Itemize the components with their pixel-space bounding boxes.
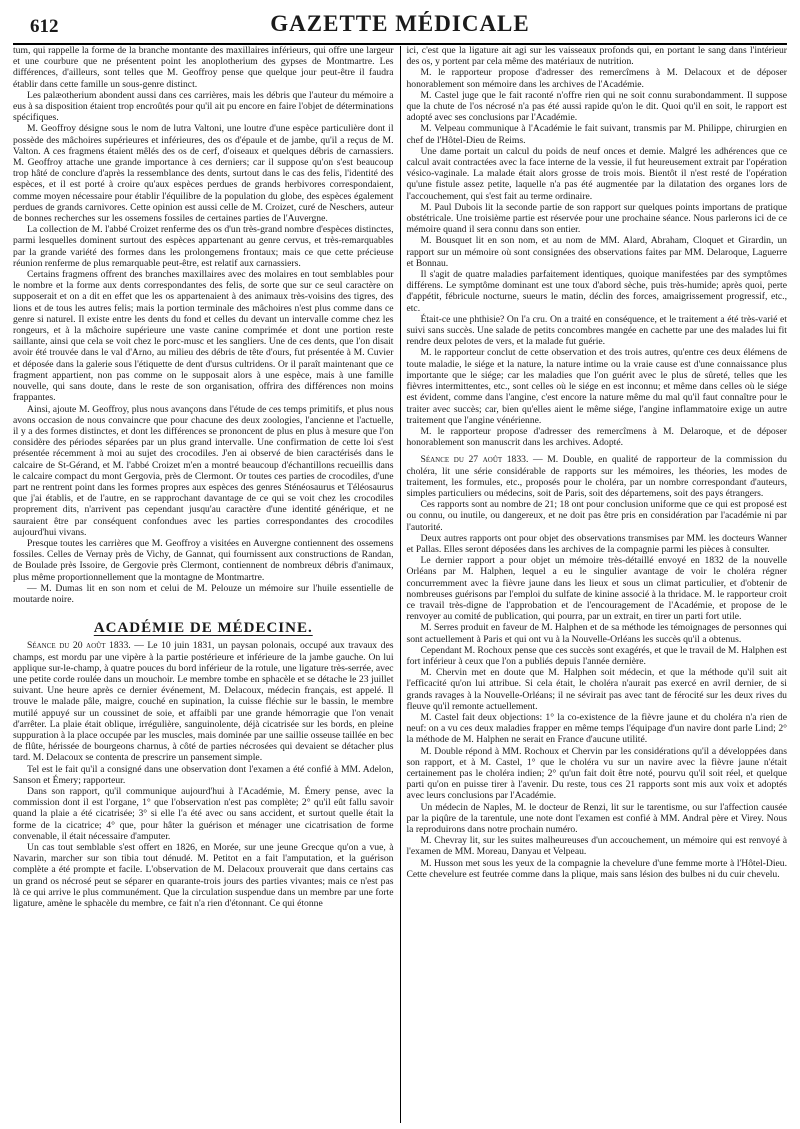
paragraph: tum, qui rappelle la forme de la branche montante des maxillaires inférieurs, qui offre une largeur et une courbure que ne présentent point les anoplotherium des gypses de Montmartre. Les différences, d'ailleurs, sont telles que M. Geoffroy pense que quelque jour peut-être il faudra établir dans cette famille un sous-genre distinct. — [13, 45, 394, 90]
text-columns — [13, 45, 787, 1123]
paragraph: Un médecin de Naples, M. le docteur de Renzi, lit sur le tarentisme, ou sur l'affection causée par la piqûre de la tarentule, une note dont l'examen est confié à MM. Andral père et Virey. Nous la reproduirons dans notre prochain numéro. — [406, 801, 787, 836]
paragraph: M. Geoffroy désigne sous le nom de lutra Valtoni, une loutre d'une espèce particulière dont il possède des mâchoires supérieures et inférieures, des os d'épaule et de jambe, qu'il a reçus de M. Valton. A ces fragmens étaient mêlés des os de cerf, d'oiseaux et quelques débris de carnassiers. M. Geoffroy attache une grande importance à ces derniers; car il suppose qu'on s'est beaucoup trop hâté de conclure d'après la ressemblance des dents, surtout dans le cas des felis, l'identité des espèces, et il est porté à croire qu'aux espèces perdues de grands herbivores correspondaient, comme moyen nécessaire pour établir l'équilibre de la population du globe, des espèces également perdues de grands carnivores. Cette opinion est aussi celle de M. Croizet, curé de Neschers, auteur de bonnes recherches sur les ossemens fossiles de certaines parties de l'Auvergne. — [13, 123, 394, 225]
paragraph: ici, c'est que la ligature ait agi sur les vaisseaux profonds qui, en portant le sang dans l'intérieur des os, y portent par cela même des matériaux de nutrition. — [406, 45, 787, 68]
paragraph: Tel est le fait qu'il a consigné dans une observation dont l'examen a été confié à MM. Adelon, Sanson et Émery; rapporteur. — [13, 763, 394, 786]
paragraph: M. Castel juge que le fait raconté n'offre rien qui ne soit connu surabondamment. Il suppose que la chute de l'os nécrosé n'a pas été aussi rapide qu'on le dit. Quoi qu'il en soit, le rapport est adopté avec ses conclusions par l'Académie. — [406, 89, 787, 124]
seance-label: Séance du 20 août 1833. — [27, 640, 131, 652]
paragraph: M. Serres produit en faveur de M. Halphen et de sa méthode les témoignages de personnes qui sont actuellement à Paris et qui ont vu à la Nouvelle-Orléans les succès qu'il a obtenus. — [406, 622, 787, 645]
paragraph: M. le rapporteur propose d'adresser des remercîmens à M. Delaroque, et de déposer honorablement son manuscrit dans les archives. Adopté. — [406, 425, 787, 449]
paragraph: M. Bousquet lit en son nom, et au nom de MM. Alard, Abraham, Cloquet et Girardin, un rapport sur un mémoire où sont consignées des observations faites par MM. Delaroque, Laguerre et Bonnau. — [406, 235, 787, 269]
paragraph: M. le rapporteur propose d'adresser des remercîmens à M. Delacoux et de déposer honorablement son mémoire dans les archives de l'Académie. — [406, 67, 787, 90]
paragraph: Le dernier rapport a pour objet un mémoire très-détaillé envoyé en 1832 de la nouvelle Orléans par M. Halphen, lequel a eu le singulier avantage de voir le choléra régner concurremment avec la fièvre jaune dans les lieux et sous un climat particulier, et d'obtenir de nombreuses guérisons par l'emploi du sulfate de kinine associé à la thridace. M. le rapporteur croit ce travail très-digne de l'approbation et de l'encouragement de l'Académie, et propose de le renvoyer au comité de publication, qui pourra, par un extrait, en tirer un parti fort utile. — [406, 555, 787, 623]
seance-text: — Le 10 juin 1831, un paysan polonais, occupé aux travaux des champs, est mordu par une vipère à la partie postérieure et inférieure de la jambe gauche. On lui applique sur-le-champ, à quatre pouces du bord inférieur de la rotule, une ligature très-serrée, avec une petite corde roulée dans un mouchoir. Le membre tombe en sphacèle et se détache le 23 juillet suivant. Une heure après ce dernier événement, M. Delacoux, médecin français, est appelé. Il trouve le malade pâle, maigre, couché en supination, la cuisse fléchie sur le bassin, le membre mutilé appuyé sur un coussinet de soie, et affaibli par une grande hémorragie que l'on venait d'arrêter. La plaie était oblique, irrégulière, sanguinolente, déjà cicatrisée sur les bords, en pleine suppuration à la place occupée par les muscles, mais dominée par une saillie osseuse taillée en bec de flûte, hérissée de bourgeons charnus, à côté de parties nécrosées qui devaient se détacher plus tard. M. Delacoux se contenta de prescrire un pansement simple. — [13, 640, 394, 764]
paragraph: M. Chevray lit, sur les suites malheureuses d'un accouchement, un mémoire qui est renvoyé à l'examen de MM. Moreau, Danyau et Velpeau. — [406, 835, 787, 858]
paragraph: M. Double répond à MM. Rochoux et Chervin par les considérations qu'il a développées dans son rapport, et à M. Castel, 1° que le choléra vu sur un navire avec la fièvre jaune n'était certainement pas le choléra indien; 2° qu'un fait doit être noté, pourvu qu'il soit réel, et quelque parti qu'on en puisse tirer à l'avenir. Du reste, tous ces 21 rapports sont mis aux voix et adoptés avec leurs conclusions par l'Académie. — [406, 745, 787, 802]
left-column — [13, 45, 400, 1123]
paragraph: Certains fragmens offrent des branches maxillaires avec des molaires en tout semblables pour le nombre et la forme aux dents correspondantes des felis, de sorte que sur ce seul caractère on supposerait et on a dit en effet que les os appartenaient à des animaux très-voisins des tigres, des lions et de tous les autres felis; mais la portion terminale des mâchoires n'est plus comme dans ce genre si naturel. Il existe entre les dents du fond et celles du devant un intervalle comme chez les rongeurs, et à la mâchoire supérieure une vaste canine comprimée et dont une portion reste saillante, ainsi que cela se voit chez le porc-musc et les sangliers. Une de ces dents, que l'on disait avoir été trouvée dans le val d'Arno, au milieu des débris de tête d'ours, fut présentée à M. Cuvier et déposée dans la galerie sous l'étiquette de dent d'ursus cultridens. Or il paraît maintenant que ce fragment appartient, non pas comme on le supposait alors à une espèce, mais à une famille nouvelle, qui sans doute, dans le reste de son organisation, offrira des différences non moins frappantes. — [13, 269, 394, 404]
paragraph: Était-ce une phthisie? On l'a cru. On a traité en conséquence, et le traitement a été très-varié et suivi sans succès. Une salade de petits concombres mangée en cachette par une des malades lui fit rendre deux pelotes de vers, et la malade fut guérie. — [406, 313, 787, 348]
paragraph: Presque toutes les carrières que M. Geoffroy a visitées en Auvergne contiennent des ossemens fossiles. Celles de Vernay près de Vichy, de Gannat, qui fournissent aux constructions de Randan, de Boulade près Issoire, de Gergovie près Clermont, contiennent de nombreux débris d'animaux, plus même proportionnellement que la montagne de Montmartre. — [13, 537, 394, 583]
paragraph: Les palæotherium abondent aussi dans ces carrières, mais les débris que l'auteur du mémoire a eus à sa disposition étaient trop encroûtés pour qu'il ait pu encore en faire l'objet de déterminations spécifiques. — [13, 89, 394, 124]
paragraph: Deux autres rapports ont pour objet des observations transmises par MM. les docteurs Wanner et Pallas. Elles seront déposées dans les archives de la compagnie parmi les pièces à consulter. — [406, 532, 787, 555]
paragraph: Ces rapports sont au nombre de 21; 18 ont pour conclusion uniforme que ce qui est proposé est ou connu, ou inutile, ou dangereux, et ne doit pas être pris en considération par l'académie ni par l'autorité. — [406, 499, 787, 533]
paragraph: Ainsi, ajoute M. Geoffroy, plus nous avançons dans l'étude de ces temps primitifs, et plus nous avons occasion de nous convaincre que pour chacune des deux zoologies, l'ancienne et l'actuelle, il y a des formes distinctes, et dont les différences se prononcent de plus en plus à mesure que l'on considère des périodes séparées par un plus grand intervalle. Une confirmation de cette loi s'est présentée récemment à moi au sujet des crocodiles. J'en ai observé de bien caractérisés dans le calcaire de St-Gérand, et M. l'abbé Croizet m'en a montré beaucoup d'échantillons recueillis dans le calcaire compact du mont Gergovia, près de Clermont. Or toutes ces parties de crocodiles, d'une part ne rentrent point dans les formes propres aux espèces des genres Sténéosaurus et Téléosaurus que j'ai établis, et de l'autre, en se rapprochant davantage de ce qui se voit chez les crocodiles proprement dits, n'arrivent pas cependant jusqu'au caractère d'une identité générique, et ne sauraient être par conséquent confondues avec les parties correspondantes des crocodiles aujourd'hui vivans. — [13, 403, 394, 538]
seance-paragraph — [406, 454, 787, 499]
right-column — [400, 45, 787, 1123]
paragraph: — M. Dumas lit en son nom et celui de M. Pelouze un mémoire sur l'huile essentielle de moutarde noire. — [13, 582, 394, 605]
seance-text: — M. Double, en qualité de rapporteur de la commission du choléra, lit une série considérable de rapports sur les mémoires, les théories, les modes de traitement, les formules, etc., proposés pour le choléra, par un nombre correspondant d'auteurs, simples particuliers ou médecins, soit de Paris, soit des départemens, soit des pays étrangers. — [406, 454, 787, 499]
paragraph: M. Velpeau communique à l'Académie le fait suivant, transmis par M. Philippe, chirurgien en chef de l'Hôtel-Dieu de Reims. — [406, 123, 787, 146]
paragraph: La collection de M. l'abbé Croizet renferme des os d'un très-grand nombre d'espèces distinctes, parmi lesquelles dominent surtout des espèces appartenant au genre cervus, et très-remarquables par la grande variété des formes dans les prolongemens frontaux; mais ce que cette précieuse réunion renferme de plus remarquable peut-être, est relatif aux carnassiers. — [13, 224, 394, 269]
paragraph: Une dame portait un calcul du poids de neuf onces et demie. Malgré les adhérences que ce calcul avait contractées avec la face interne de la vessie, il fut heureusement extrait par l'opération vésico-vaginale. La malade était alors grosse de trois mois. Bientôt il n'est resté de l'opération qu'une fistule assez petite, laquelle n'a pas été augmentée par la dilatation des organes lors de l'accouchement, qui s'est fait au terme ordinaire. — [406, 145, 787, 202]
paragraph: M. Castel fait deux objections: 1° la co-existence de la fièvre jaune et du choléra n'a rien de neuf: on a vu ces deux maladies frapper en même temps l'équipage d'un navire dont parle Lind; 2° la méthode de M. Halphen ne serait en France d'aucune utilité. — [406, 711, 787, 746]
seance-paragraph — [13, 640, 394, 763]
paragraph: M. Husson met sous les yeux de la compagnie la chevelure d'une femme morte à l'Hôtel-Dieu. Cette chevelure est feutrée comme dans la plique, mais sans lésion des bulbes ni du cuir chevelu. — [406, 857, 787, 880]
masthead-title: GAZETTE MÉDICALE — [270, 11, 530, 36]
paragraph: Il s'agit de quatre maladies parfaitement identiques, quoique manifestées par des symptômes différens. Le symptôme dominant est une toux d'abord sèche, puis très-humide; après quoi, perte d'appétit, fébricule nocturne, sueurs le matin, déclin des forces, amaigrissement progressif, etc., etc. — [406, 269, 787, 314]
page-number: 612 — [30, 16, 59, 37]
paragraph: Un cas tout semblable s'est offert en 1826, en Morée, sur une jeune Grecque qu'on a vue, à Navarin, marcher sur son tibia tout dénudé. M. Petitot en a fait l'amputation, et la guérison complète a été prompte et facile. L'observation de M. Delacoux prouverait que dans certains cas un grand os nécrosé peut se séparer en quarante-trois jours des parties vivantes; mais ce n'est pas là ce qui arrive le plus communément. Que la circulation suspendue dans un membre par une forte ligature, amène le sphacèle du membre, ce fait n'a rien d'étonnant. Ce qui étonne — [13, 842, 394, 910]
paragraph: Dans son rapport, qu'il communique aujourd'hui à l'Académie, M. Émery pense, avec la commission dont il est l'organe, 1° que l'observation n'est pas complète; 2° qu'il eût fallu savoir quand la plaie a été cicatrisée; 3° si elle l'a été avec ou sans accident, et surtout quelle était la forme de la cicatrice; 4° que, pour hâter la guérison et ménager une cicatrisation de forme convenable, il était nécessaire d'amputer. — [13, 786, 394, 842]
paragraph: M. Paul Dubois lit la seconde partie de son rapport sur quelques points importans de pratique obstétricale. Une troisième partie est réservée pour une prochaine séance. Nous parlerons ici de ce mémoire quand il sera connu dans son entier. — [406, 201, 787, 236]
paragraph: M. le rapporteur conclut de cette observation et des trois autres, qu'entre ces deux élémens de toute maladie, le siége et la nature, la nature intime ou la vraie cause est d'une connaissance plus importante que le siége; car les maladies que l'on guérit avec le plus de sûreté, telles que les fièvres intermittentes, etc., sont celles où le siége en est inconnu; et même dans celles où le siége est évident, comme dans l'angine, c'est encore la nature même du mal qu'il faut connaître pour le traiter avec succès; car, bien qu'elles aient le même siége, l'angine inflammatoire exige un autre traitement que l'angine vénérienne. — [406, 347, 787, 426]
paragraph: M. Chervin met en doute que M. Halphen soit médecin, et que la méthode qu'il suit ait l'efficacité qu'on lui attribue. Si cela était, le choléra n'aurait pas exercé en avril dernier, de si grands ravages à la Nouvelle-Orléans; il ne sévirait pas avec tant de férocité sur les deux rives du fleuve qu'il remonte actuellement. — [406, 667, 787, 712]
paragraph: Cependant M. Rochoux pense que ces succès sont exagérés, et que le travail de M. Halphen est fort inférieur à ceux que l'on a publiés depuis l'année dernière. — [406, 644, 787, 667]
section-heading: ACADÉMIE DE MÉDECINE. — [93, 620, 313, 637]
seance-label: Séance du 27 août 1833. — [420, 454, 529, 466]
page-header — [13, 10, 787, 44]
